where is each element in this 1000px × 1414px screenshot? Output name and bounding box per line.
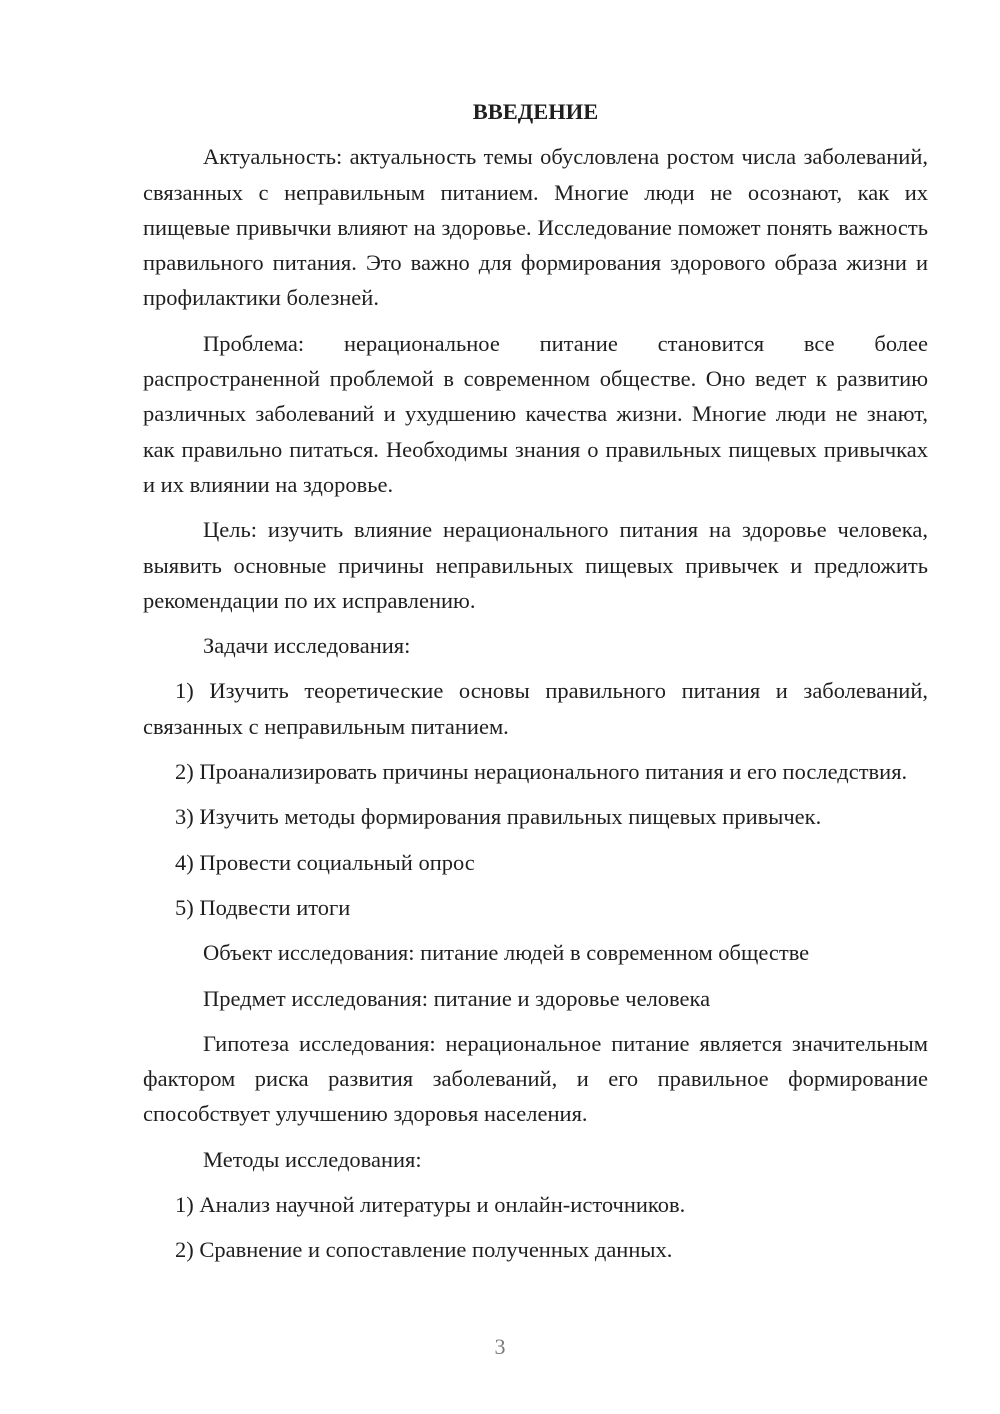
goal-paragraph: Цель: изучить влияние нерационального питания на здоровье человека, выявить основные причины неправильных пищевых привычек и предложить рекомендации по их исправлению. — [143, 517, 928, 613]
tasks-heading: Задачи исследования: — [203, 633, 411, 659]
section-heading: ВВЕДЕНИЕ — [472, 99, 599, 124]
task-item: 4) Провести социальный опрос — [175, 849, 475, 875]
task-item: 2) Проанализировать причины нерационального питания и его последствия. — [175, 759, 908, 785]
method-item: 1) Анализ научной литературы и онлайн-источников. — [175, 1192, 686, 1218]
tasks-list — [143, 673, 928, 925]
object-line: Объект исследования: питание людей в современном обществе — [203, 940, 810, 966]
problem-paragraph: Проблема: нерациональное питание становится все более распространенной проблемой в современном обществе. Оно ведет к развитию различных заболеваний и ухудшению качества жизни. Многие люди не знают, как правильно питаться. Необходимы знания о правильных пищевых привычках и их влиянии на здоровье. — [143, 330, 928, 497]
method-item: 2) Сравнение и сопоставление полученных данных. — [175, 1237, 673, 1263]
hypothesis-paragraph: Гипотеза исследования: нерациональное питание является значительным фактором риска развития заболеваний, и его правильное формирование способствует улучшению здоровья населения. — [143, 1030, 928, 1127]
task-item: 5) Подвести итоги — [175, 894, 351, 920]
subject-line: Предмет исследования: питание и здоровье человека — [203, 985, 711, 1011]
document-body — [143, 94, 928, 1278]
methods-heading: Методы исследования: — [203, 1146, 422, 1172]
page-number: 3 — [494, 1334, 506, 1359]
relevance-paragraph: Актуальность: актуальность темы обусловлена ростом числа заболеваний, связанных с неправильным питанием. Многие люди не осознают, как их пищевые привычки влияют на здоровье. Исследование поможет понять важность правильного питания. Это важно для формирования здорового образа жизни и профилактики болезней. — [143, 144, 928, 311]
task-item: 1) Изучить теоретические основы правильного питания и заболеваний, связанных с неправильным питанием. — [143, 678, 928, 739]
task-item: 3) Изучить методы формирования правильных пищевых привычек. — [175, 804, 822, 830]
methods-list — [143, 1187, 928, 1268]
